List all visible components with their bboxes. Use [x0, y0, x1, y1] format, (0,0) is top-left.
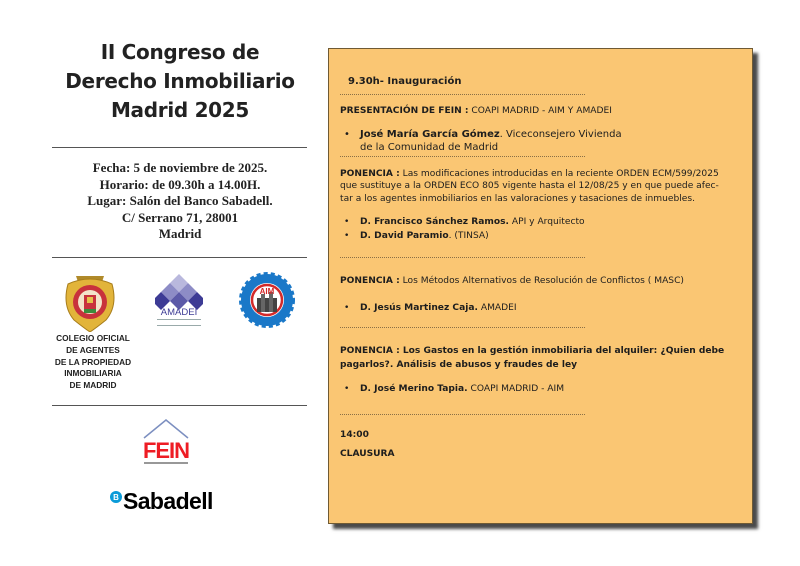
sabadell-logo [110, 487, 213, 515]
speaker-name: D. Jesús Martinez Caja. [360, 303, 478, 313]
svg-text:FEIN: FEIN [142, 438, 190, 463]
event-details [40, 160, 320, 243]
speaker-name: D. Francisco Sánchez Ramos. [360, 217, 509, 227]
event-address: C/ Serrano 71, 28001 [121, 209, 239, 225]
bullet-icon: • [344, 384, 350, 394]
dotted-divider [340, 94, 585, 95]
colegio-line: DE LA PROPIEDAD [54, 356, 132, 367]
title-line: II Congreso de [100, 40, 260, 64]
svg-text:AIM: AIM [259, 287, 275, 296]
event-time: Horario: de 09.30h a 14.00H. [99, 176, 261, 192]
speaker-name: José María García Gómez [360, 129, 500, 140]
bullet-icon: • [344, 217, 350, 227]
ponencia-text: Las modificaciones introducidas en la reciente ORDEN ECM/599/2025 [399, 169, 719, 179]
presentation-speaker [340, 129, 622, 140]
dotted-divider [340, 156, 585, 157]
dotted-divider [340, 414, 585, 415]
colegio-name [48, 333, 138, 392]
divider [52, 147, 307, 148]
presentation-text: COAPI MADRID - AIM Y AMADEI [468, 106, 612, 116]
ponencia-1 [340, 168, 719, 205]
bullet-icon: • [344, 129, 350, 140]
speaker-affil: AMADEI [477, 303, 517, 313]
colegio-line: DE MADRID [69, 380, 117, 391]
divider [52, 257, 307, 258]
event-venue: Lugar: Salón del Banco Sabadell. [87, 193, 273, 208]
speaker-name: D. José Merino Tapia. [360, 384, 468, 394]
sabadell-wordmark: Sabadell [123, 487, 213, 514]
sabadell-b-icon: B [110, 491, 122, 503]
ponencia-1-speaker [340, 217, 585, 227]
speaker-affil: API y Arquitecto [509, 217, 585, 227]
speaker-name: D. David Paramio [360, 231, 449, 241]
colegio-line: COLEGIO OFICIAL [56, 333, 130, 343]
divider [52, 405, 307, 406]
title-line: Derecho Inmobiliario [65, 69, 295, 93]
speaker-affil: . (TINSA) [448, 231, 489, 241]
colegio-line: DE AGENTES [66, 344, 120, 355]
title-line: Madrid 2025 [110, 98, 250, 122]
presentation-line [340, 106, 612, 116]
fein-logo [140, 418, 192, 466]
ponencia-text: PONENCIA : Los Gastos en la gestión inmobiliaria del alquiler: ¿Quien debe [340, 346, 725, 356]
colegio-line: INMOBILIARIA [64, 368, 122, 379]
ponencia-text: tar a los agentes inmobiliarios en las valoraciones y tasaciones de inmuebles. [340, 193, 696, 204]
amadei-logo [155, 274, 203, 326]
ponencia-3-speaker [340, 384, 564, 394]
amadei-subtitle [157, 319, 201, 326]
event-city: Madrid [158, 226, 202, 241]
page-title [40, 38, 320, 125]
speaker-role: . Viceconsejero Vivienda [499, 129, 622, 140]
closing-label: CLAUSURA [340, 449, 395, 459]
ponencia-text: Los Métodos Alternativos de Resolución de Conflictos ( MASC) [399, 276, 684, 286]
dotted-divider [340, 257, 585, 258]
amadei-label: AMADEI [160, 307, 198, 318]
ponencia-2-speaker [340, 303, 517, 313]
ponencia-1-speaker [340, 231, 489, 241]
ponencia-text: que sustituye a la ORDEN ECO 805 vigente hasta el 12/08/25 y en que puede afec- [340, 181, 719, 192]
opening-time: 9.30h- Inauguración [348, 76, 462, 87]
presentation-label: PRESENTACIÓN DE FEIN : [340, 106, 469, 116]
ponencia-3 [340, 345, 724, 372]
ponencia-label: PONENCIA : [340, 169, 400, 179]
ponencia-label: PONENCIA : [340, 276, 400, 286]
speaker-affil: COAPI MADRID - AIM [467, 384, 565, 394]
aim-gear-logo [239, 272, 295, 328]
event-date: Fecha: 5 de noviembre de 2025. [92, 160, 268, 175]
speaker-role-cont: de la Comunidad de Madrid [360, 142, 499, 153]
closing-time: 14:00 [340, 430, 369, 440]
ponencia-2 [340, 276, 684, 286]
bullet-icon: • [344, 303, 350, 313]
bullet-icon: • [344, 231, 350, 241]
ponencia-text: pagarlos?. Análisis de abusos y fraudes de ley [340, 359, 578, 370]
dotted-divider [340, 327, 585, 328]
colegio-crest-logo [62, 270, 118, 332]
event-info-panel [0, 0, 320, 566]
